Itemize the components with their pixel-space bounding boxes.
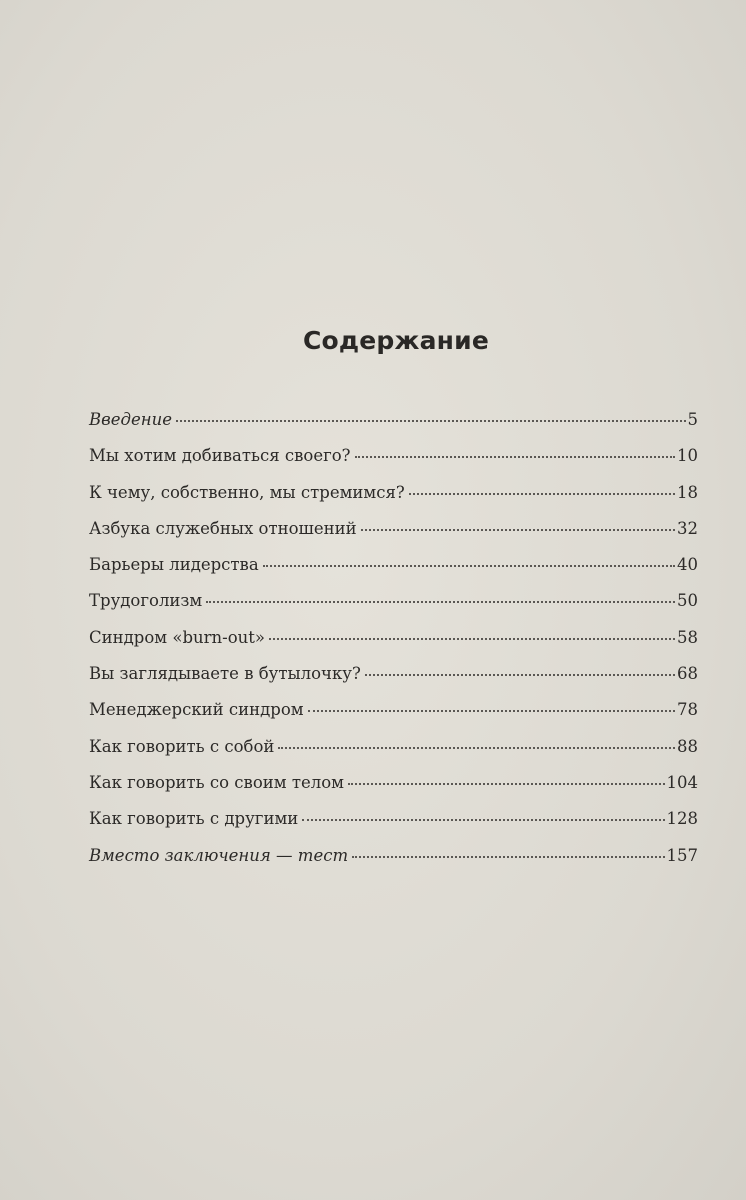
toc-entry-page: 50: [677, 591, 698, 611]
toc-entry-page: 40: [677, 555, 698, 575]
toc-entry: [89, 765, 698, 801]
toc-entry-page: 78: [677, 700, 698, 720]
toc-entry-page: 88: [677, 736, 698, 756]
dot-leader: [308, 709, 675, 712]
toc-entry: [89, 583, 698, 619]
toc-entry: [89, 438, 698, 474]
toc-entry-title: Менеджерский синдром: [89, 700, 304, 720]
toc-entry: [89, 620, 698, 656]
toc-entry: [89, 692, 698, 728]
table-of-contents: [89, 402, 698, 874]
dot-leader: [365, 673, 675, 676]
toc-entry-page: 157: [666, 845, 698, 865]
dot-leader: [263, 564, 675, 567]
dot-leader: [269, 637, 675, 640]
dot-leader: [348, 782, 665, 785]
toc-entry-title: Барьеры лидерства: [89, 555, 259, 575]
dot-leader: [352, 855, 664, 858]
toc-entry-title: К чему, собственно, мы стремимся?: [89, 482, 405, 502]
toc-entry-title: Как говорить с собой: [89, 736, 275, 756]
toc-entry-title: Как говорить со своим телом: [89, 772, 344, 792]
toc-entry-title: Азбука служебных отношений: [89, 518, 357, 538]
toc-entry: [89, 475, 698, 511]
toc-entry: [89, 547, 698, 583]
toc-entry: [89, 511, 698, 547]
dot-leader: [355, 455, 675, 458]
toc-entry-page: 128: [666, 809, 698, 829]
toc-entry: [89, 838, 698, 874]
toc-entry-title: Вместо заключения — тест: [89, 845, 349, 865]
dot-leader: [302, 818, 664, 821]
toc-entry: [89, 729, 698, 765]
toc-entry: [89, 801, 698, 837]
dot-leader: [361, 528, 675, 531]
toc-entry-title: Синдром «burn-out»: [89, 627, 266, 647]
toc-entry-title: Вы заглядываете в бутылочку?: [89, 664, 361, 684]
toc-entry-page: 104: [666, 772, 698, 792]
toc-entry-page: 68: [677, 664, 698, 684]
toc-entry: [89, 402, 698, 438]
dot-leader: [206, 600, 675, 603]
toc-entry-title: Мы хотим добиваться своего?: [89, 446, 351, 466]
toc-entry-title: Трудоголизм: [89, 591, 203, 611]
toc-entry-title: Введение: [89, 410, 172, 429]
toc-entry-title: Как говорить с другими: [89, 809, 299, 829]
toc-entry-page: 5: [687, 410, 698, 429]
toc-entry: [89, 656, 698, 692]
toc-entry-page: 10: [677, 446, 698, 466]
dot-leader: [409, 492, 675, 495]
dot-leader: [176, 419, 686, 422]
toc-entry-page: 58: [677, 627, 698, 647]
page-title: Содержание: [302, 326, 490, 355]
dot-leader: [278, 746, 675, 749]
toc-entry-page: 18: [677, 482, 698, 502]
toc-entry-page: 32: [677, 518, 698, 538]
